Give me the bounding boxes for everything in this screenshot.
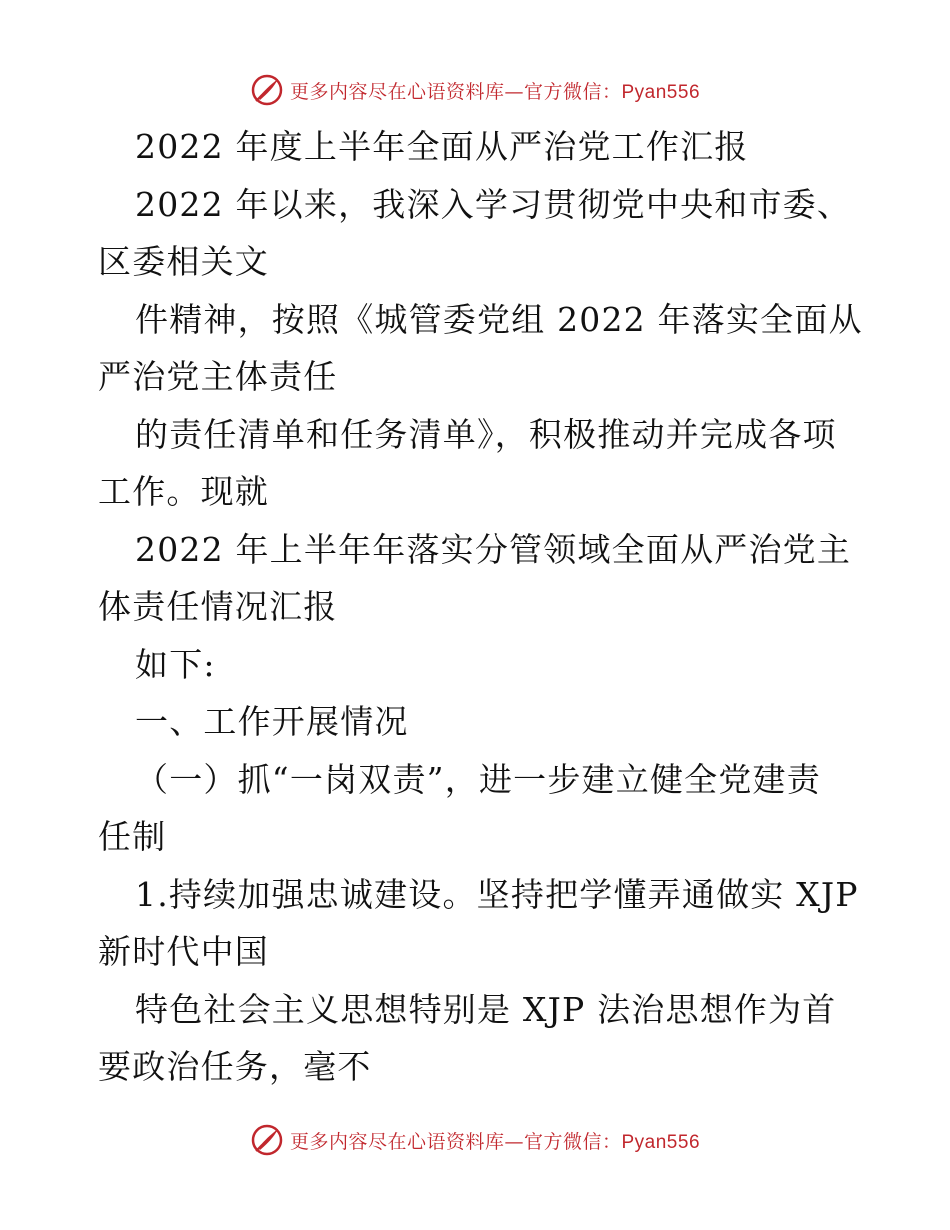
header-watermark [0,70,950,110]
paragraph-line: 新时代中国 [98,932,269,971]
paragraph-line: 要政治任务，毫不 [98,1047,372,1086]
watermark-brand: 更多内容尽在心语资料库 [289,1130,505,1153]
paragraph-line: 区委相关文 [98,242,269,281]
section-heading: 一、工作开展情况 [135,702,409,741]
paragraph-line: 1.持续加强忠诚建设。坚持把学懂弄通做实 XJP [135,874,859,914]
paragraph-line: 体责任情况汇报 [98,587,338,626]
paragraph-line: 任制 [98,817,167,856]
quill-logo-icon [250,73,284,107]
paragraph-line: 2022 年以来，我深入学习贯彻党中央和市委、 [135,184,852,224]
subsection-heading: （一）抓“一岗双责”，进一步建立健全党建责 [135,759,821,799]
footer-watermark [0,1120,950,1160]
watermark-separator: — [504,1130,524,1153]
paragraph-line: 的责任清单和任务清单》，积极推动并完成各项 [135,414,837,454]
paragraph-line: 2022 年上半年年落实分管领域全面从严治党主 [135,529,852,569]
paragraph-line: 如下: [135,644,216,684]
watermark-text [290,77,700,104]
paragraph-line: 件精神，按照《城管委党组 2022 年落实全面从 [135,299,863,339]
document-body [98,118,863,1096]
watermark-brand: 更多内容尽在心语资料库 [289,80,505,103]
paragraph-line: 特色社会主义思想特别是 XJP 法治思想作为首 [135,989,837,1029]
watermark-separator: — [504,80,524,103]
watermark-label: 官方微信： [523,1130,622,1153]
watermark-label: 官方微信： [523,80,622,103]
watermark-handle: Pyan556 [621,81,701,103]
document-title: 2022 年度上半年全面从严治党工作汇报 [135,127,749,166]
paragraph-line: 严治党主体责任 [98,357,338,396]
watermark-handle: Pyan556 [621,1131,701,1153]
watermark-text [290,1127,700,1154]
paragraph-line: 工作。现就 [98,472,269,511]
quill-logo-icon [250,1123,284,1157]
